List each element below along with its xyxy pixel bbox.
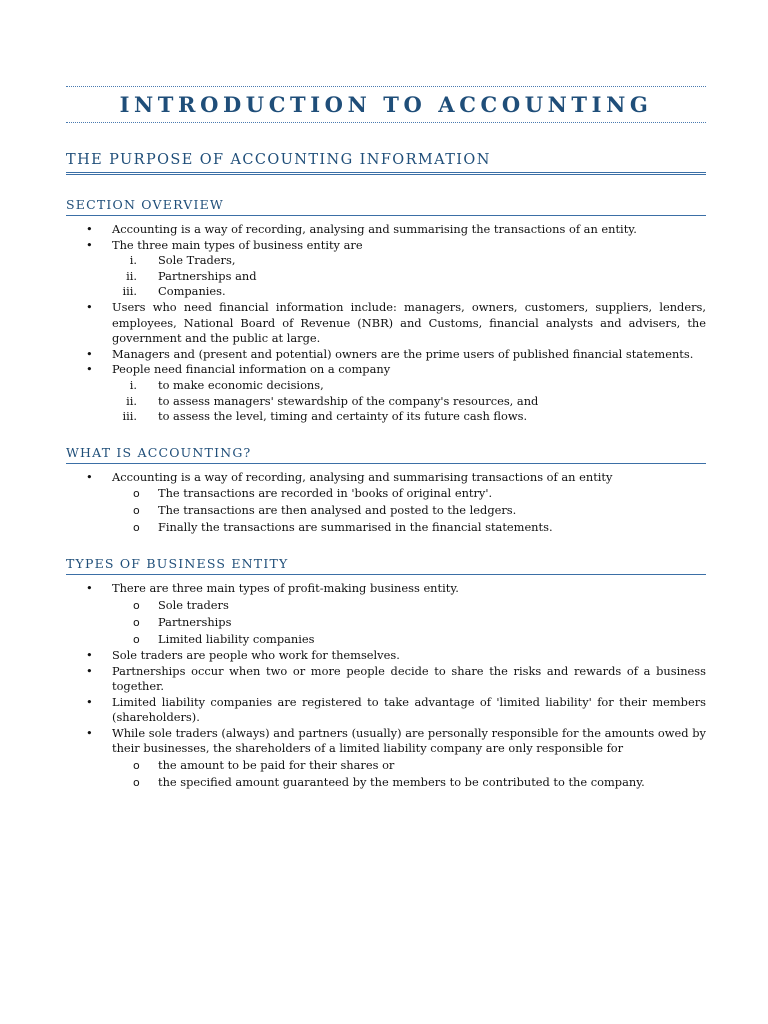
- list-item: • While sole traders (always) and partners (usually) are personally responsible for the amounts owed by their businesses, the shareholders of a limited liability company are only responsible for o the amount to be paid for their shares or o the specified amount guaranteed by the members to be contributed to the company.: [66, 726, 706, 791]
- sublist-item: o the amount to be paid for their shares or: [133, 758, 395, 773]
- list-item: • Users who need financial information include: managers, owners, customers, suppliers, lenders, employees, National Board of Revenue (NBR) and Customs, financial analysts and advisers, the government and the public at large.: [66, 300, 706, 347]
- business-types-sublist: [112, 597, 706, 648]
- sublist-item: o Sole traders: [133, 597, 229, 612]
- sublist-item: o Finally the transactions are summarised in the financial statements.: [133, 520, 553, 535]
- list-item: • People need financial information on a company i. to make economic decisions, ii. to assess managers' stewardship of the company's resources, and iii. to assess the level, timing and certainty of its future cash flows.: [66, 362, 706, 424]
- sublist-item: i. to make economic decisions,: [129, 377, 324, 392]
- list-item: • Partnerships occur when two or more people decide to share the risks and rewards of a business together.: [66, 664, 706, 695]
- sublist-item: o The transactions are then analysed and posted to the ledgers.: [133, 503, 517, 518]
- section-overview-list: [66, 222, 706, 425]
- responsibility-sublist: [112, 757, 706, 791]
- list-item: • Managers and (present and potential) owners are the prime users of published financial statements.: [66, 347, 706, 363]
- sublist-item: o the specified amount guaranteed by the members to be contributed to the company.: [133, 775, 645, 790]
- sublist-item: ii. Partnerships and: [126, 268, 257, 283]
- main-heading: THE PURPOSE OF ACCOUNTING INFORMATION: [66, 151, 706, 175]
- document-title: INTRODUCTION TO ACCOUNTING: [119, 92, 653, 117]
- sublist-item: o Partnerships: [133, 614, 232, 629]
- sublist-item: iii. Companies.: [122, 284, 226, 299]
- what-is-accounting-list: [66, 470, 706, 537]
- sublist-item: iii. to assess the level, timing and certainty of its future cash flows.: [122, 409, 528, 424]
- what-is-accounting-heading: WHAT IS ACCOUNTING?: [66, 445, 706, 464]
- title-bottom-rule: [66, 122, 706, 123]
- list-item: • Sole traders are people who work for themselves.: [66, 648, 706, 664]
- entity-types-sublist: [112, 253, 706, 300]
- document-page: [66, 86, 706, 791]
- list-item: • Limited liability companies are registered to take advantage of 'limited liability' for their members (shareholders).: [66, 695, 706, 726]
- list-item: • Accounting is a way of recording, analysing and summarising transactions of an entity o The transactions are recorded in 'books of original entry'. o The transactions are then analysed and posted to the ledgers. o Finally the transactions are summarised in the financial statements.: [66, 470, 706, 537]
- sublist-item: i. Sole Traders,: [129, 253, 236, 268]
- section-overview-heading: SECTION OVERVIEW: [66, 197, 706, 216]
- title-top-rule: [66, 86, 706, 87]
- types-of-business-heading: TYPES OF BUSINESS ENTITY: [66, 556, 706, 575]
- sublist-item: o The transactions are recorded in 'books of original entry'.: [133, 486, 493, 501]
- sublist-item: ii. to assess managers' stewardship of the company's resources, and: [126, 393, 539, 408]
- list-item: • There are three main types of profit-making business entity. o Sole traders o Partnerships o Limited liability companies: [66, 581, 706, 648]
- transactions-sublist: [112, 485, 706, 536]
- types-of-business-list: [66, 581, 706, 791]
- info-needs-sublist: [112, 378, 706, 425]
- list-item: • Accounting is a way of recording, analysing and summarising the transactions of an entity.: [66, 222, 706, 238]
- list-item: • The three main types of business entity are i. Sole Traders, ii. Partnerships and iii. Companies.: [66, 238, 706, 300]
- sublist-item: o Limited liability companies: [133, 631, 315, 646]
